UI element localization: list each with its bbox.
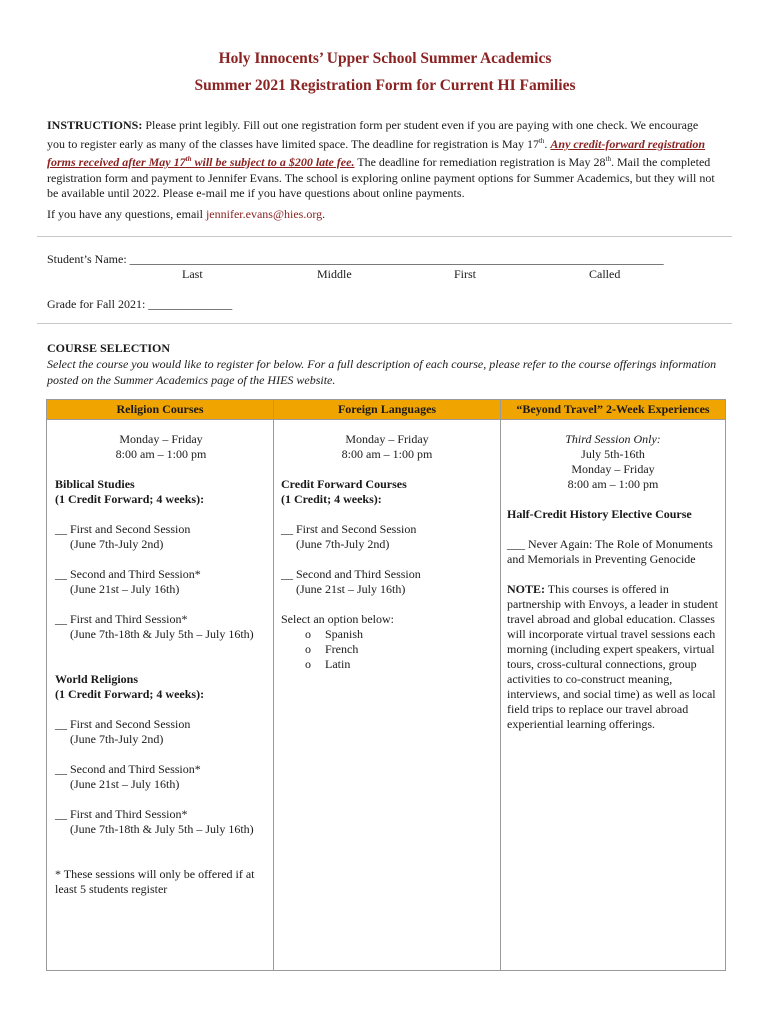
religion-column [55,432,267,897]
history-elective-title: Half-Credit History Elective Course [507,507,692,521]
language-session-1-dates: (June 7th-July 2nd) [296,537,390,551]
biblical-studies-credit: (1 Credit Forward; 4 weeks): [55,492,205,506]
world-session-2-dates: (June 21st – July 16th) [70,777,180,791]
late-fee-warning: Any credit-forward registration forms received after May 17th will be subject to a $200 late fee. [47,136,706,169]
world-religions-credit: (1 Credit Forward; 4 weeks): [55,687,205,701]
never-again-checkbox[interactable]: ___ Never Again: The Role of Monuments and Memorials in Preventing Genocide [507,537,713,566]
column-divider [500,400,501,970]
language-option-latin[interactable]: o Latin [305,657,351,671]
travel-note [507,582,719,732]
instructions-text-4: . Mail the completed registration form and payment to Jennifer Evans. The school is exploring online payment options for Summer Academics, but they will not be available until 2022. Please e-mail me if you have questions about online payments. [47,155,715,200]
biblical-session-3-dates: (June 7th-18th & July 5th – July 16th) [70,627,254,641]
language-session-2-checkbox[interactable]: __ Second and Third Session [281,567,421,581]
language-session-1-checkbox[interactable]: __ First and Second Session [281,522,417,536]
biblical-session-2-checkbox[interactable]: __ Second and Third Session* [55,567,201,581]
biblical-studies-title: Biblical Studies [55,477,135,491]
student-name-field[interactable]: Student’s Name: _________________________________________________________________________________________ [47,252,664,266]
religion-time: 8:00 am – 1:00 pm [115,447,207,461]
travel-dates: July 5th-16th [581,447,645,461]
credit-forward-title: Credit Forward Courses [281,477,407,491]
header-divider [47,419,725,420]
language-session-2-dates: (June 21st – July 16th) [296,582,406,596]
column-divider [273,400,274,970]
language-option-french[interactable]: o French [305,642,359,656]
page-title: Holy Innocents’ Upper School Summer Academics [218,50,552,67]
divider [37,236,732,237]
credit-forward-credit: (1 Credit; 4 weeks): [281,492,382,506]
course-selection-description: Select the course you would like to register for below. For a full description of each course, please refer to the course offerings information posted on the Summer Academics page of the HIES website. [47,357,717,387]
instructions-label: INSTRUCTIONS: [47,118,143,132]
instructions-text-1: Please print legibly. Fill out one registration form per student even if you are paying with one check. We encourage you to register early as many of the classes have limited space. The deadline for registration is May 17 [47,118,699,151]
travel-session: Third Session Only: [565,432,661,446]
world-religions-title: World Religions [55,672,139,686]
travel-days: Monday – Friday [571,462,655,476]
name-label-called: Called [589,267,621,281]
form-subtitle: Summer 2021 Registration Form for Current HI Families [194,77,576,94]
languages-time: 8:00 am – 1:00 pm [341,447,433,461]
biblical-session-1-dates: (June 7th-July 2nd) [70,537,164,551]
world-session-3-checkbox[interactable]: __ First and Third Session* [55,807,188,821]
name-label-last: Last [182,267,203,281]
header-foreign-languages: Foreign Languages [337,402,437,416]
contact-email-link[interactable]: jennifer.evans@hies.org [205,207,323,221]
sessions-footnote: * These sessions will only be offered if at least 5 students register [55,867,255,896]
world-session-1-dates: (June 7th-July 2nd) [70,732,164,746]
language-option-spanish[interactable]: o Spanish [305,627,364,641]
bullet-icon: o [305,642,311,656]
header-religion: Religion Courses [116,402,204,416]
header-beyond-travel: “Beyond Travel” 2-Week Experiences [516,402,710,416]
note-text: This courses is offered in partnership with Envoys, a leader in student travel abroad and global education. Classes will incorporate virtual travel sessions each morning (including expert speakers, virtual tours, cross-cultural connections, group activities to co-construct meaning, interviews, and social time) as well as local field trips to replace our travel abroad experiential learning offerings. [507,582,718,731]
divider [37,323,732,324]
languages-column [281,432,493,672]
languages-days: Monday – Friday [345,432,429,446]
biblical-session-3-checkbox[interactable]: __ First and Third Session* [55,612,188,626]
name-label-middle: Middle [317,267,352,281]
world-session-2-checkbox[interactable]: __ Second and Third Session* [55,762,201,776]
course-selection-title: COURSE SELECTION [47,341,171,355]
bullet-icon: o [305,657,311,671]
world-session-1-checkbox[interactable]: __ First and Second Session [55,717,191,731]
travel-column [507,432,719,732]
course-table [46,399,726,971]
grade-field[interactable]: Grade for Fall 2021: ______________ [47,297,233,311]
contact-line: If you have any questions, email jennifer.evans@hies.org. [47,207,326,221]
travel-time: 8:00 am – 1:00 pm [567,477,659,491]
biblical-session-2-dates: (June 21st – July 16th) [70,582,180,596]
instructions-text-3: The deadline for remediation registration is May 28 [354,155,606,169]
bullet-icon: o [305,627,311,641]
world-session-3-dates: (June 7th-18th & July 5th – July 16th) [70,822,254,836]
name-label-first: First [454,267,477,281]
biblical-session-1-checkbox[interactable]: __ First and Second Session [55,522,191,536]
religion-days: Monday – Friday [119,432,203,446]
note-label: NOTE: [507,582,546,596]
language-option-label: Select an option below: [281,612,394,626]
instructions: INSTRUCTIONS: Please print legibly. Fill out one registration form per student even if you are paying with one check. We encourage you to register early as many of the classes have limited space. The deadline for registration is May 17th. Any credit-forward registration forms received after May 17th will be subject to a $200 late fee. The deadline for remediation registration is May 28th. Mail the completed registration form and payment to Jennifer Evans. The school is exploring online payment options for Summer Academics, but they will not be available until 2022. Please e-mail me if you have questions about online payments. [47,118,715,200]
